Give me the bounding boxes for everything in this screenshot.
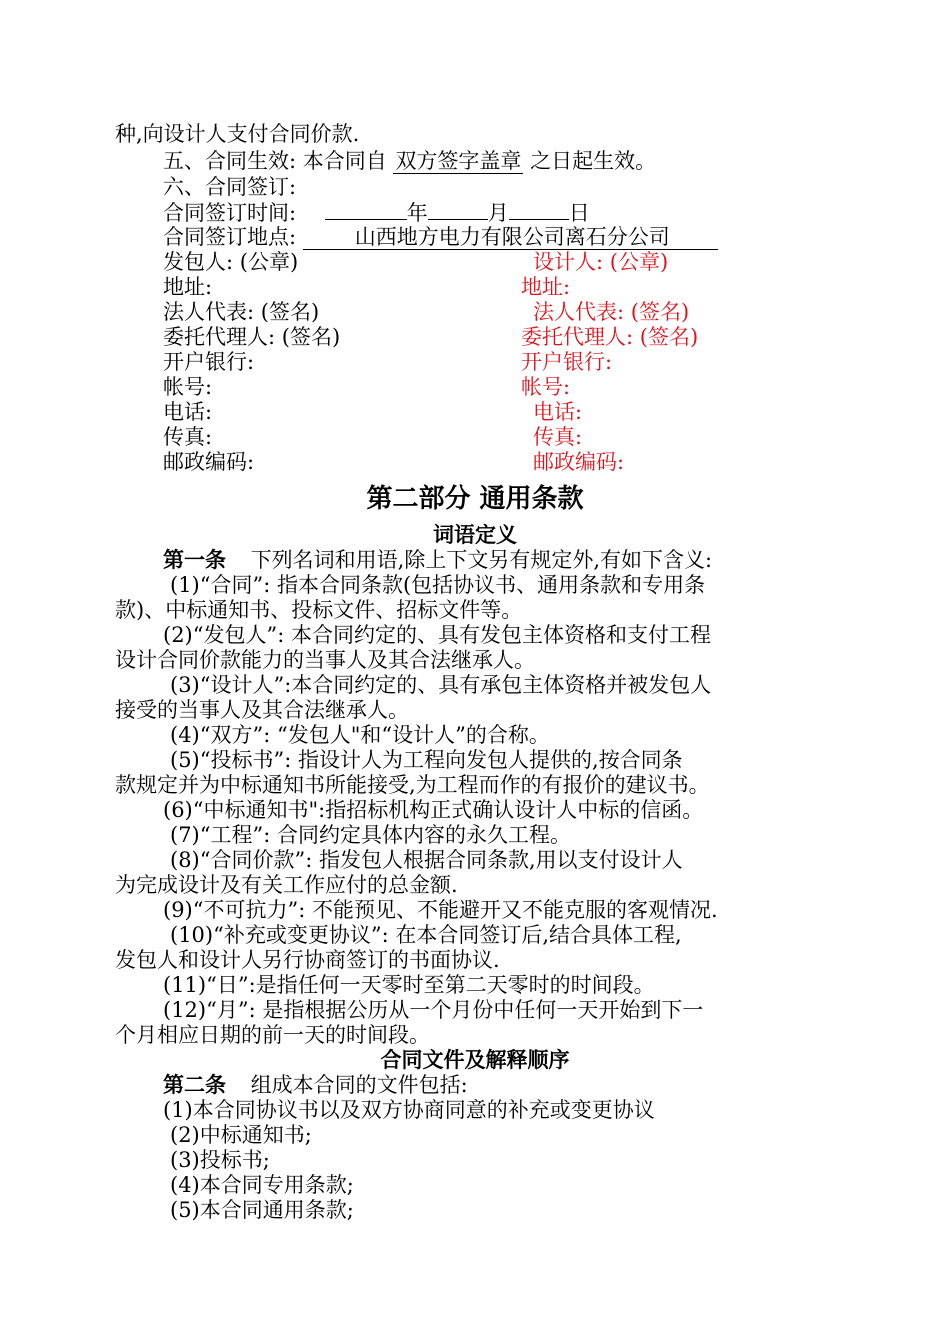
doc-item: (1)本合同协议书以及双方协商同意的补充或变更协议	[163, 1098, 655, 1122]
def-line: 为完成设计及有关工作应付的总金额.	[115, 873, 458, 897]
text-line: 种,向设计人支付合同价款.	[115, 122, 360, 146]
doc-item: (3)投标书;	[170, 1148, 270, 1172]
month-blank	[428, 199, 488, 220]
effect-line	[163, 148, 656, 174]
def-line: (9)“不可抗力”: 不能预见、不能避开又不能克服的客观情况.	[163, 898, 718, 922]
def-line: (11)“日”:是指任何一天零时至第二天零时的时间段。	[163, 973, 655, 997]
section-title-documents: 合同文件及解释顺序	[380, 1047, 570, 1072]
article2-line	[163, 1072, 468, 1098]
def-line: (2)“发包人”: 本合同约定的、具有发包主体资格和支付工程	[163, 623, 711, 647]
day-label: 日	[568, 201, 590, 225]
year-label: 年	[406, 201, 428, 225]
sign-place-line	[163, 224, 718, 250]
left-legal-rep: 法人代表: (签名)	[163, 300, 320, 324]
right-fax: 传真:	[533, 425, 583, 449]
def-line: (12)“月”: 是指根据公历从一个月份中任何一天开始到下一	[163, 998, 704, 1022]
part2-title: 第二部分 通用条款	[366, 484, 584, 514]
def-line: (5)“投标书”: 指设计人为工程向发包人提供的,按合同条	[170, 748, 683, 772]
left-employer: 发包人: (公章)	[163, 250, 299, 274]
right-account: 帐号:	[521, 375, 571, 399]
effect-underlined: 双方签字盖章	[395, 149, 522, 173]
def-line: (8)“合同价款”: 指发包人根据合同条款,用以支付设计人	[170, 848, 683, 872]
left-bank: 开户银行:	[163, 350, 255, 374]
sign-title: 六、合同签订:	[163, 175, 297, 199]
def-line: (1)“合同”: 指本合同条款(包括协议书、通用条款和专用条	[170, 573, 706, 597]
year-blank	[325, 199, 407, 220]
article1-label: 第一条	[163, 547, 226, 572]
left-fax: 传真:	[163, 425, 213, 449]
sign-time-label: 合同签订时间:	[163, 201, 297, 225]
effect-prefix: 五、合同生效: 本合同自	[163, 149, 387, 173]
doc-item: (5)本合同通用条款;	[170, 1198, 354, 1222]
def-line: (6)“中标通知书":指招标机构正式确认设计人中标的信函。	[163, 798, 704, 822]
left-postcode: 邮政编码:	[163, 450, 255, 474]
article1-line	[163, 547, 712, 573]
def-line: 款)、中标通知书、投标文件、招标文件等。	[115, 598, 523, 622]
def-line: 设计合同价款能力的当事人及其合法继承人。	[115, 648, 535, 672]
right-postcode: 邮政编码:	[533, 450, 625, 474]
def-line: 款规定并为中标通知书所能接受,为工程而作的有报价的建议书。	[115, 773, 710, 797]
def-line: (3)“设计人”:本合同约定的、具有承包主体资格并被发包人	[170, 673, 712, 697]
article2-text: 组成本合同的文件包括:	[250, 1073, 468, 1097]
left-agent: 委托代理人: (签名)	[163, 325, 341, 349]
right-designer: 设计人: (公章)	[533, 250, 669, 274]
article1-text: 下列名词和用语,除上下文另有规定外,有如下含义:	[250, 548, 713, 572]
sign-place-label: 合同签订地点:	[163, 225, 297, 249]
def-line: (7)“工程”: 合同约定具体内容的永久工程。	[170, 823, 571, 847]
left-account: 帐号:	[163, 375, 213, 399]
right-address: 地址:	[521, 275, 571, 299]
def-line: (4)“双方”: “发包人"和“设计人”的合称。	[170, 723, 550, 747]
def-line: 发包人和设计人另行协商签订的书面协议.	[115, 948, 500, 972]
month-label: 月	[487, 201, 509, 225]
sign-place-value: 山西地方电力有限公司离石分公司	[303, 225, 718, 250]
effect-suffix: 之日起生效。	[530, 149, 657, 173]
def-line: 个月相应日期的前一天的时间段。	[115, 1023, 430, 1047]
section-title-definitions: 词语定义	[433, 522, 517, 547]
left-address: 地址:	[163, 275, 213, 299]
right-bank: 开户银行:	[521, 350, 613, 374]
sign-time-line	[163, 199, 590, 226]
def-line: (10)“补充或变更协议”: 在本合同签订后,结合具体工程,	[170, 923, 682, 947]
def-line: 接受的当事人及其合法继承人。	[115, 698, 409, 722]
article2-label: 第二条	[163, 1072, 226, 1097]
doc-item: (2)中标通知书;	[170, 1123, 312, 1147]
doc-item: (4)本合同专用条款;	[170, 1173, 354, 1197]
right-legal-rep: 法人代表: (签名)	[533, 300, 690, 324]
right-agent: 委托代理人: (签名)	[521, 325, 699, 349]
day-blank	[509, 199, 569, 220]
left-phone: 电话:	[163, 400, 213, 424]
right-phone: 电话:	[533, 400, 583, 424]
